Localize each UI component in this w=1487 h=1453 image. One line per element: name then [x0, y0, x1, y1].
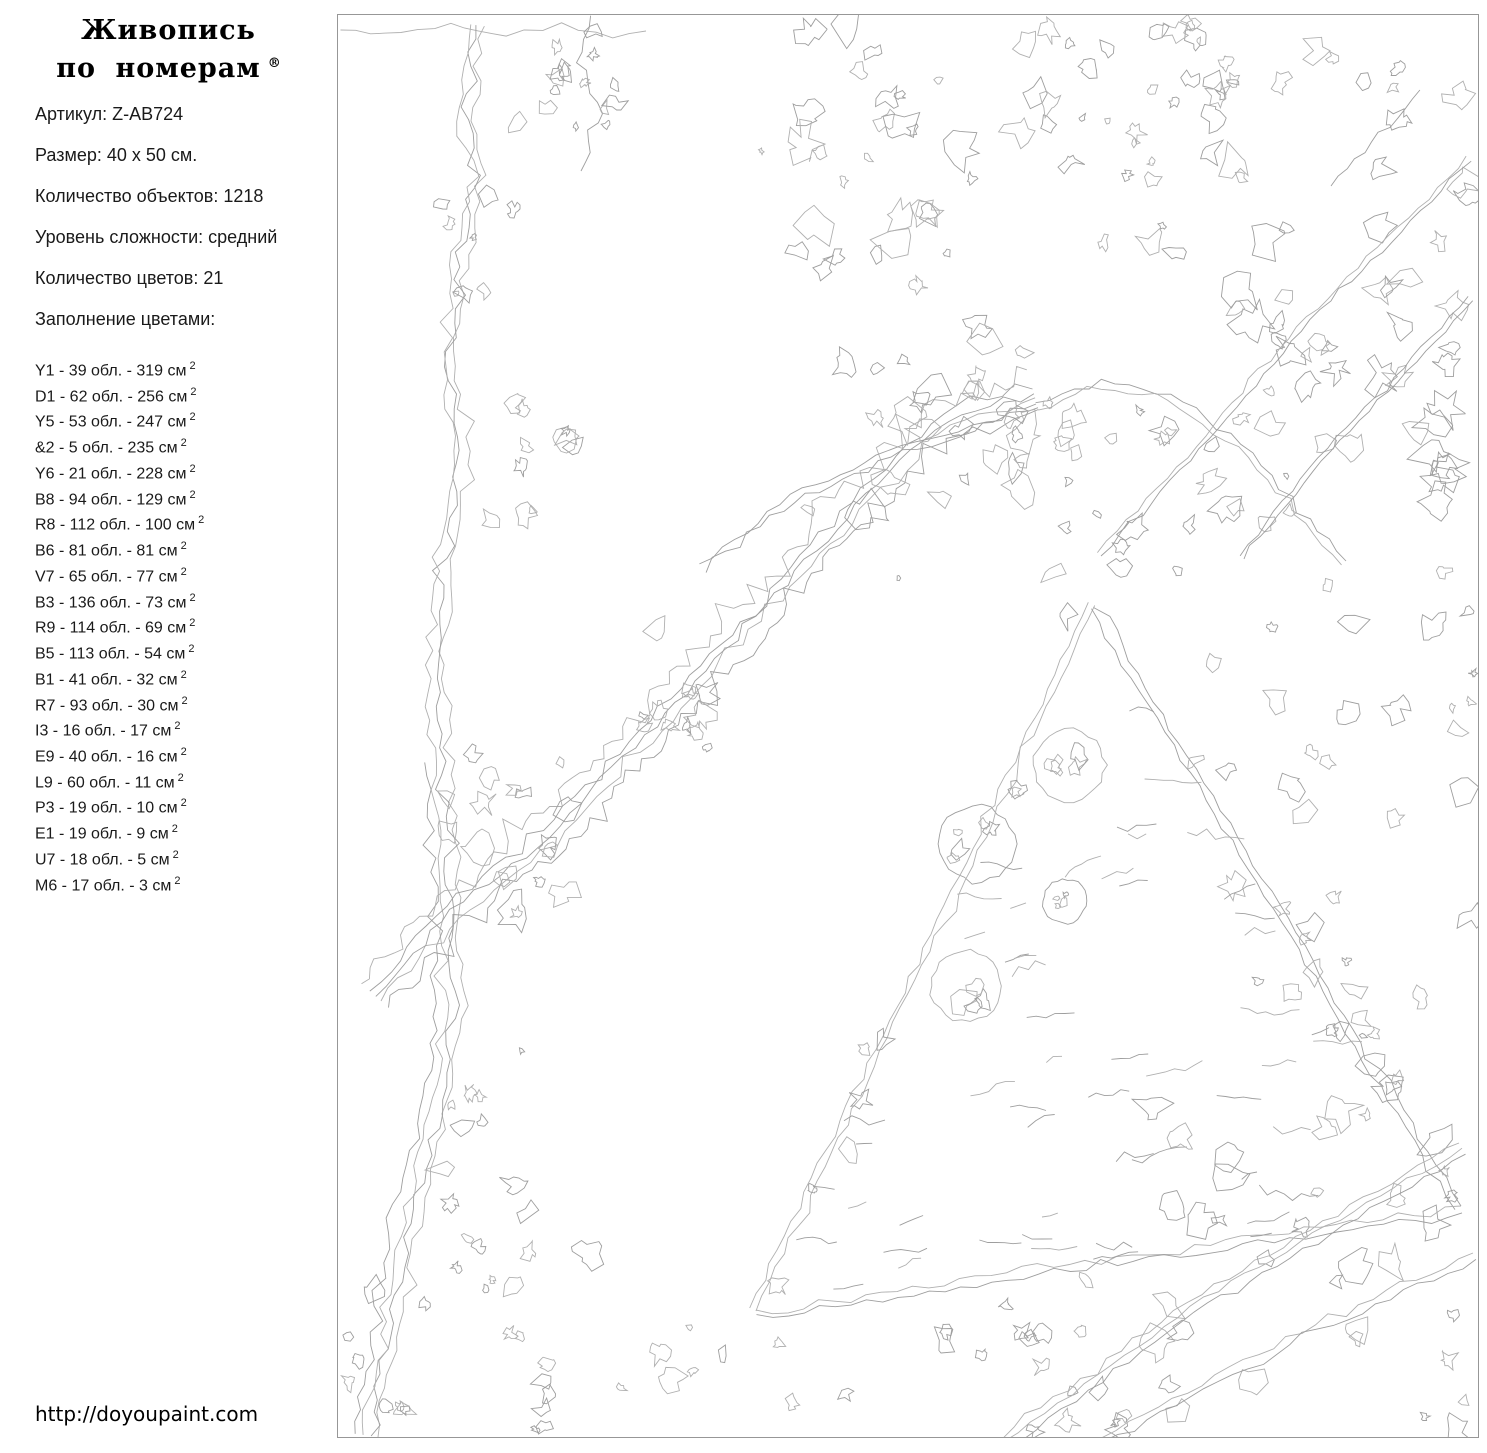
size-line: Размер: 40 х 50 см. [35, 145, 198, 165]
color-list-item: M6 - 17 обл. - 3 см $^2$ [35, 874, 181, 895]
color-list-item: I3 - 16 обл. - 17 см $^2$ [35, 720, 181, 740]
color-list-item: &2 - 5 обл. - 235 см $^2$ [35, 437, 187, 457]
painting-canvas [337, 14, 1479, 1438]
color-list-item: E9 - 40 обл. - 16 см $^2$ [35, 746, 187, 766]
color-list-item: R7 - 93 обл. - 30 см $^2$ [35, 694, 188, 714]
site-url: http://doyoupaint.com [35, 1402, 259, 1426]
color-count-line: Количество цветов: 21 [35, 268, 224, 288]
canvas-artwork [338, 15, 1478, 1437]
color-list [35, 356, 204, 896]
info-panel [0, 0, 337, 1453]
color-list-item: V7 - 65 обл. - 77 см $^2$ [35, 565, 187, 586]
color-list-item: Y6 - 21 обл. - 228 см $^2$ [35, 462, 196, 483]
color-list-item: Y5 - 53 обл. - 247 см $^2$ [35, 411, 196, 431]
product-details [35, 103, 277, 349]
brand-logo [0, 0, 337, 85]
color-list-item: B5 - 113 обл. - 54 см $^2$ [35, 643, 195, 663]
fill-colors-heading: Заполнение цветами: [35, 309, 216, 329]
color-list-item: B6 - 81 обл. - 81 см $^2$ [35, 540, 187, 560]
color-list-item: B3 - 136 обл. - 73 см $^2$ [35, 591, 196, 611]
difficulty-line: Уровень сложности: средний [35, 227, 278, 247]
color-list-item: B8 - 94 обл. - 129 см $^2$ [35, 488, 196, 508]
color-list-item: E1 - 19 обл. - 9 см $^2$ [35, 823, 178, 843]
registered-mark: ® [267, 56, 281, 71]
color-list-item: P3 - 19 обл. - 10 см $^2$ [35, 797, 187, 817]
color-list-item: U7 - 18 обл. - 5 см $^2$ [35, 848, 179, 869]
color-list-item: B1 - 41 обл. - 32 см $^2$ [35, 668, 187, 689]
color-list-item: Y1 - 39 обл. - 319 см $^2$ [35, 360, 196, 380]
color-list-item: R8 - 112 обл. - 100 см $^2$ [35, 514, 205, 534]
brand-line-2: по номерам [56, 53, 261, 84]
color-list-item: R9 - 114 обл. - 69 см $^2$ [35, 617, 196, 637]
article-line: Артикул: Z-AB724 [35, 104, 184, 124]
object-count-line: Количество объектов: 1218 [35, 186, 264, 206]
brand-line-1: Живопись [81, 15, 256, 46]
color-list-item: L9 - 60 обл. - 11 см $^2$ [35, 771, 184, 792]
color-list-item: D1 - 62 обл. - 256 см $^2$ [35, 385, 197, 406]
